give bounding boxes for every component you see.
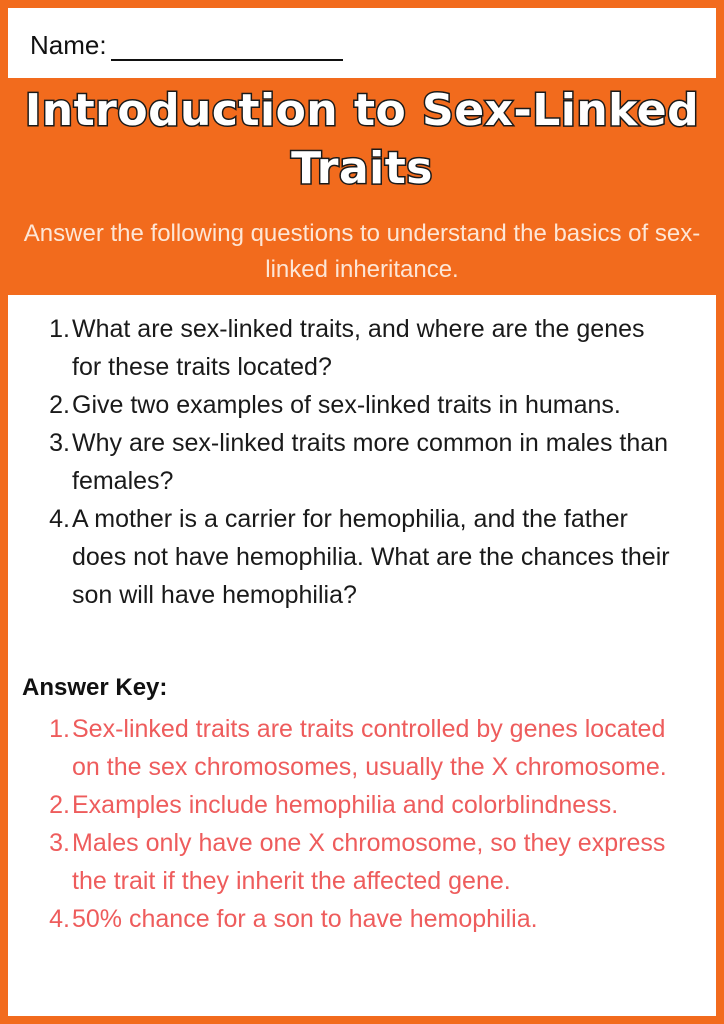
question-number: 4. xyxy=(49,505,70,533)
answer-item xyxy=(40,710,690,786)
question-item xyxy=(40,500,680,614)
question-text: What are sex-linked traits, and where are the genes for these traits located? xyxy=(72,315,645,381)
question-text: A mother is a carrier for hemophilia, and the father does not have hemophilia. What are the chances their son will have hemophilia? xyxy=(72,505,670,609)
worksheet-subtitle: Answer the following questions to understand the basics of sex-linked inheritance. xyxy=(23,220,701,283)
question-number: 2. xyxy=(49,391,70,419)
answer-text: Examples include hemophilia and colorblindness. xyxy=(72,791,619,819)
answer-item xyxy=(40,824,690,900)
answer-number: 1. xyxy=(49,715,70,743)
question-number: 1. xyxy=(49,315,70,343)
question-item xyxy=(40,310,680,386)
answer-number: 4. xyxy=(49,905,70,933)
name-field xyxy=(30,30,343,61)
worksheet-title: Introduction to Sex-Linked Traits xyxy=(24,85,700,194)
question-number: 3. xyxy=(49,429,70,457)
question-text: Why are sex-linked traits more common in males than females? xyxy=(72,429,669,495)
name-label: Name: xyxy=(30,30,107,60)
answer-text: Sex-linked traits are traits controlled by genes located on the sex chromosomes, usually the X chromosome. xyxy=(72,715,667,781)
answer-number: 2. xyxy=(49,791,70,819)
answer-text: Males only have one X chromosome, so they express the trait if they inherit the affected gene. xyxy=(72,829,666,895)
question-item xyxy=(40,424,680,500)
answer-key-heading: Answer Key: xyxy=(22,674,168,701)
answer-text: 50% chance for a son to have hemophilia. xyxy=(72,905,538,933)
question-text: Give two examples of sex-linked traits in humans. xyxy=(72,391,621,419)
name-blank-line[interactable] xyxy=(111,33,343,61)
question-list xyxy=(40,310,680,614)
answer-list xyxy=(40,710,690,938)
answer-number: 3. xyxy=(49,829,70,857)
answer-item xyxy=(40,786,690,824)
answer-item xyxy=(40,900,690,938)
question-item xyxy=(40,386,680,424)
